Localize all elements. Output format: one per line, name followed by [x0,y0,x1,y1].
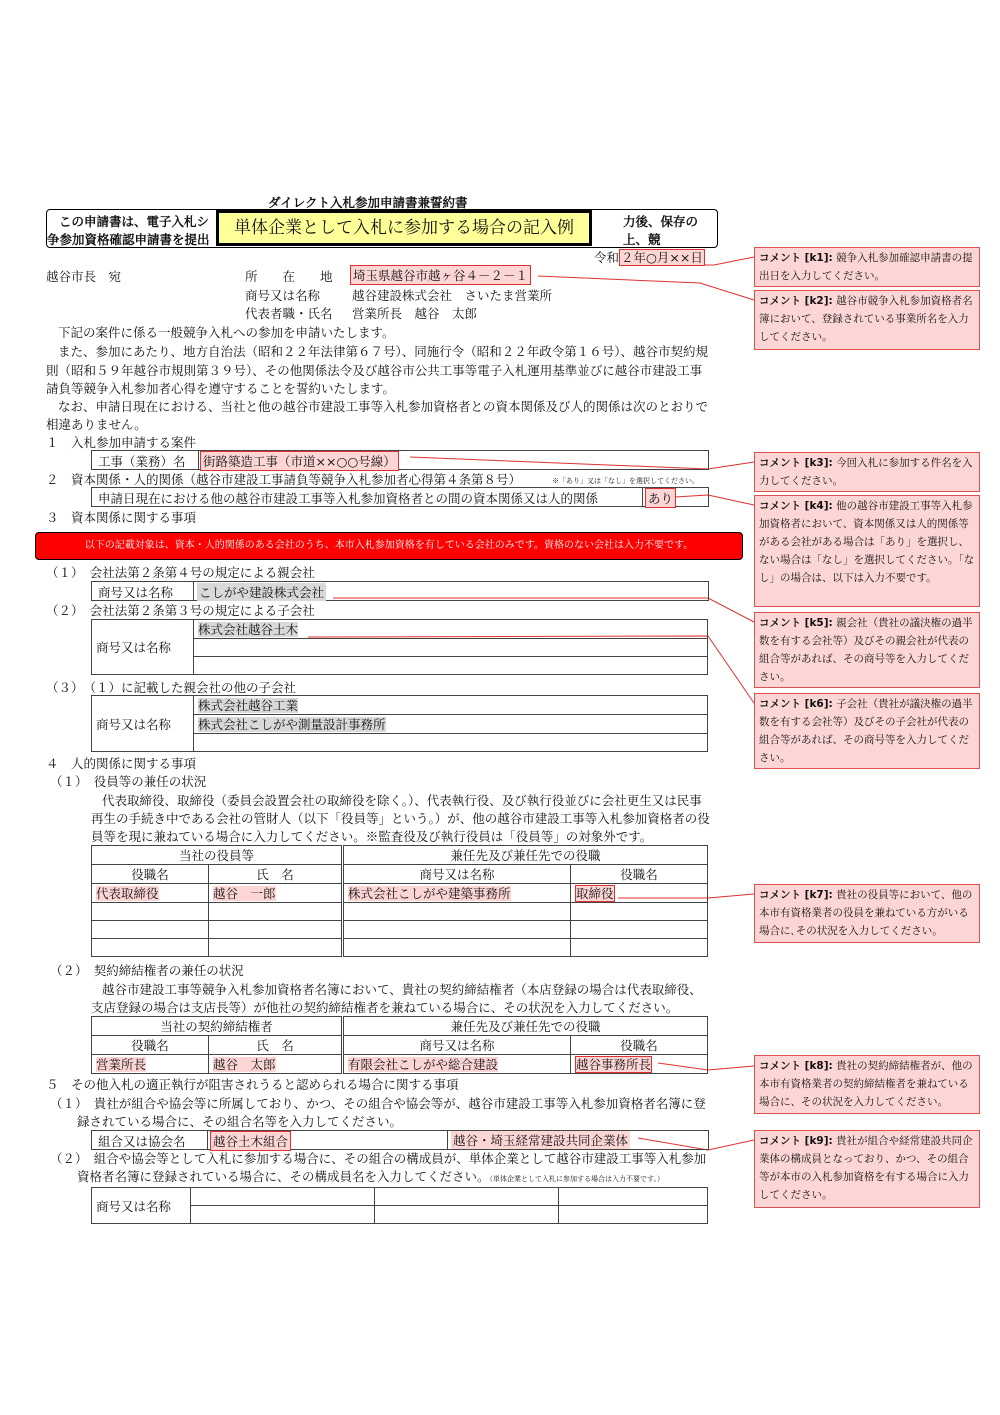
comment-k7[interactable] [754,884,980,943]
comment-k6[interactable] [754,693,980,769]
t2-col-title: 役職名 [92,1036,209,1055]
sec3-s3-row1[interactable]: 株式会社越谷工業 [198,698,299,713]
t1-cell[interactable] [92,921,209,939]
t1-r1-title[interactable]: 代表取締役 [96,886,159,901]
sec2-row [91,487,709,507]
sec5-s2-table [91,1187,708,1224]
sec5-s2-cell[interactable] [559,1188,708,1206]
comment-k2-text: 越谷市競争入札参加資格者名簿において、登録されている事業所名を入力してください。 [759,295,973,343]
t1-col-position: 役職名 [571,865,708,884]
t1-r1-name[interactable]: 越谷 一郎 [213,886,276,901]
sec4-s2-p2: 支店登録の場合は支店長等）が他社の契約締結権者を兼ねている場合に、その状況を入力してください。 [91,1000,679,1015]
sec5-s1-row [91,1130,709,1150]
t1-r1-position[interactable]: 取締役 [576,886,614,901]
sec5-heading: ５ その他入札の適正執行が阻害されうると認められる場合に関する事項 [46,1077,459,1092]
comment-k8-tag: コメント [k8]: [759,1060,833,1072]
sec3-s2-row1[interactable]: 株式会社越谷土木 [198,622,299,637]
t1-header-left: 当社の役員等 [92,846,343,865]
t1-col-title: 役職名 [92,865,209,884]
sec2-note: ※「あり」又は「なし」を選択してください。 [552,477,699,485]
t1-r1-company[interactable]: 株式会社こしがや建築事務所 [348,886,511,901]
body-p2b: 則（昭和５９年越谷市規則第３９号）、その他関係法令及び越谷市公共工事等電子入札運用基準並びに越谷市建設工事 [46,363,703,378]
sec5-s2-note: （単体企業として入札に参加する場合は入力不要です。） [489,1175,664,1183]
t1-cell[interactable] [343,921,571,939]
comment-k7-tag: コメント [k7]: [759,889,833,901]
rep-value: 営業所長 越谷 太郎 [352,306,478,321]
sec5-s2-p2: 資格者名簿に登録されている場合に、その構成員名を入力してください。 [77,1169,490,1184]
sec5-s1-value1[interactable]: 越谷土木組合 [210,1131,291,1151]
address-label: 所 在 地 [245,269,333,284]
t1-cell[interactable] [343,939,571,957]
sec4-s2-title: （２） 契約締結権者の兼任の状況 [50,963,244,978]
company-value: 越谷建設株式会社 さいたま営業所 [352,288,553,303]
sec3-s3-title: （３） （１）に記載した親会社の他の子会社 [46,680,297,695]
comment-k6-tag: コメント [k6]: [759,698,833,710]
sec1-heading: １ 入札参加申請する案件 [46,435,197,450]
doc-title: ダイレクト入札参加申請書兼誓約書 [268,195,468,210]
sec3-s1-value[interactable]: こしがや建設株式会社 [199,585,325,600]
sec5-s2-p1: （２） 組合や協会等として入札に参加する場合に、その組合の構成員が、単体企業として越谷市建設工事等入札参加 [50,1151,707,1166]
sec1-row [91,450,709,470]
rep-label: 代表者職・氏名 [245,306,333,321]
comment-k3-tag: コメント [k3]: [759,457,833,469]
comment-k4-text: 他の越谷市建設工事等入札参加資格者において、資本関係又は人的関係等がある会社がある場合は「あり」を選択し、ない場合は「なし」を選択してください。「なし」の場合は、以下は入力不要です。 [759,500,975,584]
sec4-s1-p1: 代表取締役、取締役（委員会設置会社の取締役を除く。）、代表執行役、及び執行役並びに会社更生又は民事 [102,793,702,808]
comment-k2-tag: コメント [k2]: [759,295,833,307]
notice-line1-right: 力後、保存の上、競 [623,214,699,247]
t2-header-left: 当社の契約締結権者 [92,1017,343,1036]
t1-cell[interactable] [571,903,708,921]
divider [198,450,199,470]
t2-header-right: 兼任先及び兼任先での役職 [343,1017,708,1036]
comment-k3[interactable] [754,452,980,492]
sec3-s2-row3[interactable] [194,657,708,675]
sec1-label: 工事（業務）名 [98,454,186,469]
comment-k1-tag: コメント [k1]: [759,252,833,264]
comment-k3-text: 今回入札に参加する件名を入力してください。 [759,457,973,487]
example-banner: 単体企業として入札に参加する場合の記入例 [216,210,592,246]
sec5-s2-cell[interactable] [191,1188,375,1206]
comment-k5-tag: コメント [k5]: [759,617,833,629]
date-value[interactable]: ２年○月××日 [621,250,703,265]
sec3-heading: ３ 資本関係に関する事項 [46,510,197,525]
comment-k7-text: 貴社の役員等において、他の本市有資格業者の役員を兼ねている方がいる場合に､その状況を入力してください。 [759,889,973,937]
sec4-s1-p2: 再生の手続き中である会社の管財人（以下「役員等」という。）が、他の越谷市建設工事等入札参加資格者の役 [91,811,710,826]
comment-k9[interactable] [754,1130,980,1208]
sec1-value[interactable]: 街路築造工事（市道××○○号線） [200,451,399,471]
divider [207,1130,208,1150]
sec2-label: 申請日現在における他の越谷市建設工事等入札参加資格者との間の資本関係又は人的関係 [98,491,599,506]
sec3-s3-row3[interactable] [194,734,708,752]
sec3-s2-title: （２） 会社法第２条第３号の規定による子会社 [46,603,315,618]
sec2-value[interactable]: あり [645,488,676,508]
t2-r1-title[interactable]: 営業所長 [96,1057,147,1072]
body-p2a: また、参加にあたり、地方自治法（昭和２２年法律第６７号）、同施行令（昭和２２年政令第１６号）、越谷市契約規 [58,344,709,359]
comment-k1[interactable] [754,247,980,287]
sec5-s2-cell[interactable] [375,1188,559,1206]
comment-k4-tag: コメント [k4]: [759,500,833,512]
addressee: 越谷市長 宛 [46,269,122,284]
sec3-s1-title: （１） 会社法第２条第４号の規定による親会社 [46,565,315,580]
sec5-s2-p2-line [77,1167,664,1185]
sec5-s2-cell[interactable] [191,1206,375,1224]
sec3-s3-row2[interactable]: 株式会社こしがや測量設計事務所 [198,717,386,732]
sec5-s2-cell[interactable] [559,1206,708,1224]
t2-col-name: 氏 名 [209,1036,343,1055]
t1-header-right: 兼任先及び兼任先での役職 [343,846,708,865]
date-prefix: 令和 [594,250,620,265]
comment-k5[interactable] [754,612,980,688]
sec3-s1-label: 商号又は名称 [98,585,174,600]
sec2-heading-text: ２ 資本関係・人的関係 [46,472,184,487]
body-p1: 下記の案件に係る一般競争入札への参加を申請いたします。 [58,325,395,340]
t1-cell[interactable] [209,939,343,957]
t1-cell[interactable] [92,903,209,921]
divider [642,487,643,507]
comment-k9-text: 貴社が組合や経常建設共同企業体の構成員となっており、かつ、その組合等が本市の入札参加資格を有する場合に入力してください。 [759,1135,973,1201]
comment-k8[interactable] [754,1055,980,1114]
sec4-s1-title: （１） 役員等の兼任の状況 [50,774,207,789]
sec5-s2-label: 商号又は名称 [92,1188,191,1224]
comment-k8-text: 貴社の契約締結権者が、他の本市有資格業者の契約締結権者を兼ねている場合に、その状況を入力してください。 [759,1060,973,1108]
t1-cell[interactable] [571,939,708,957]
t2-r1-position[interactable]: 越谷事務所長 [576,1057,652,1072]
t1-cell[interactable] [343,903,571,921]
divider [193,581,194,601]
notice-line2-left: 争参加資格確認申請書を提出 [47,232,210,247]
body-p3a: なお、申請日現在における、当社と他の越谷市建設工事等入札参加資格者との資本関係及び人的関係は次のとおりで [58,399,709,414]
body-p3b: 相違ありません。 [46,417,147,432]
t2-col-position: 役職名 [571,1036,708,1055]
comment-k4[interactable] [754,495,980,607]
t1-cell[interactable] [92,939,209,957]
sec4-s1-p3: 員等を現に兼ねている場合に入力してください。※監査役及び執行役員は「役員等」の対象外です。 [91,829,653,844]
sec5-s1-value2[interactable]: 越谷・埼玉経常建設共同企業体 [453,1133,629,1148]
sec3-s2-label: 商号又は名称 [92,620,194,675]
comment-k1-text: 競争入札参加確認申請書の提出日を入力してください。 [759,252,973,282]
sec3-s2-row2[interactable] [194,639,708,657]
t1-cell[interactable] [571,921,708,939]
t1-col-company: 商号又は名称 [343,865,571,884]
divider [447,1130,448,1150]
t2-r1-name[interactable]: 越谷 太郎 [213,1057,276,1072]
sec5-s1-p2: 録されている場合に、その組合名等を入力してください。 [77,1114,403,1129]
sec4-s2-p1: 越谷市建設工事等競争入札参加資格者名簿において、貴社の契約締結権者（本店登録の場合は代表取締役、 [102,982,702,997]
date-line [594,248,705,266]
sec2-heading-sub: （越谷市建設工事請負等競争入札参加者心得第４条第８号） [183,472,522,487]
body-p2c: 請負等競争入札参加者心得を遵守することを誓約いたします。 [46,381,396,396]
t1-cell[interactable] [209,921,343,939]
comment-k9-tag: コメント [k9]: [759,1135,833,1147]
sec5-s1-p1: （１） 貴社が組合や協会等に所属しており、かつ、その組合や協会等が、越谷市建設工事等入札参加資格者名簿に登 [50,1096,706,1111]
sec3-s2-table [91,619,708,675]
t2-col-company: 商号又は名称 [343,1036,571,1055]
sec5-s1-label: 組合又は協会名 [98,1134,186,1149]
sec4-table1 [91,845,708,957]
t1-col-name: 氏 名 [209,865,343,884]
company-label: 商号又は名称 [245,288,321,303]
sec4-table2 [91,1016,708,1074]
comment-k2[interactable] [754,290,980,350]
comment-k5-text: 親会社（貴社の議決権の過半数を有する会社等）及びその親会社が代表の組合等があれば、その商号等を入力してください。 [759,617,973,683]
comment-k6-text: 子会社（貴社が議決権の過半数を有する会社等）及びその子会社が代表の組合等があれば、その商号等を入力してください。 [759,698,973,764]
sec3-s3-label: 商号又は名称 [92,696,194,752]
sec5-s2-cell[interactable] [375,1206,559,1224]
t2-r1-company[interactable]: 有限会社こしがや総合建設 [348,1057,499,1072]
t1-cell[interactable] [209,903,343,921]
sec3-s1-row [91,581,709,601]
sec3-s3-table [91,695,708,752]
notice-line1-left: この申請書は、電子入札シ [59,214,210,229]
sec4-heading: ４ 人的関係に関する事項 [46,756,197,771]
sec3-red-banner: 以下の記載対象は、資本・人的関係のある会社のうち、本市入札参加資格を有している会社のみです。資格のない会社は入力不要です。 [35,532,743,560]
sec2-heading [46,470,521,488]
address-value[interactable]: 埼玉県越谷市越ヶ谷４－２－１ [350,265,531,285]
